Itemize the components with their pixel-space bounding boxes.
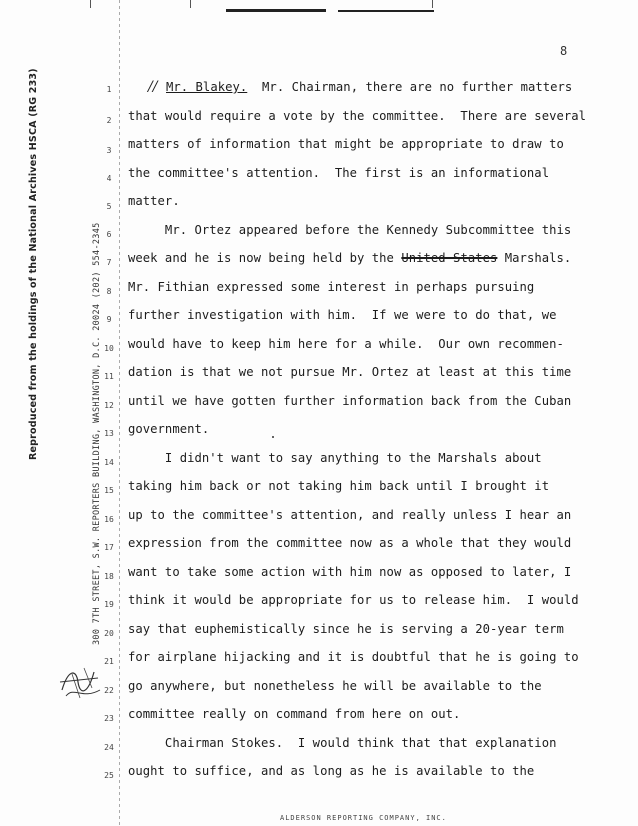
line-text: up to the committee's attention, and really unless I hear an	[128, 507, 572, 522]
line-number: 20	[104, 628, 114, 638]
transcript-line	[128, 764, 534, 778]
line-number: 22	[104, 685, 114, 695]
stray-mark	[272, 436, 274, 438]
line-text: Mr. Chairman, there are no further matters	[247, 80, 573, 94]
transcript-line	[128, 508, 571, 522]
line-text: for airplane hijacking and it is doubtful that he is going to	[128, 650, 579, 664]
transcript-line	[128, 451, 542, 465]
transcript-line	[128, 422, 209, 436]
transcript-line	[128, 194, 180, 208]
margin-check-mark: //	[148, 79, 158, 95]
line-number: 9	[106, 315, 112, 324]
line-text: matters of information that might be appropriate to draw to	[128, 137, 564, 151]
transcript-line	[128, 109, 586, 123]
line-text: that would require a vote by the committee. There are several	[128, 108, 587, 123]
archive-stamp	[28, 68, 39, 460]
line-number: 16	[104, 514, 114, 524]
page-number: 8	[560, 44, 568, 58]
line-text: the committee's attention. The first is an informational	[128, 165, 550, 180]
line-number: 23	[104, 714, 114, 723]
line-number: 5	[106, 202, 112, 211]
line-number: 21	[104, 657, 114, 666]
transcript-line	[128, 622, 564, 636]
line-number: 4	[106, 173, 112, 183]
transcript-line	[128, 365, 571, 379]
speaker-name: Mr. Blakey.	[166, 80, 248, 94]
transcript-line	[128, 280, 534, 294]
line-text: Mr. Fithian expressed some interest in perhaps pursuing	[128, 279, 535, 294]
line-text: committee really on command from here on out.	[128, 707, 461, 721]
line-text: expression from the committee now as a whole that they would	[128, 536, 572, 550]
line-number: 11	[104, 372, 114, 381]
line-number: 25	[104, 771, 114, 780]
line-number: 15	[104, 486, 114, 495]
reporter-address: 300 7TH STREET, S.W. REPORTERS BUILDING, WASHINGTON, D.C. 20024 (202) 554-2345	[92, 222, 102, 645]
line-number: 14	[104, 457, 114, 467]
transcript-line	[128, 166, 549, 180]
line-text: want to take some action with him now as opposed to later, I	[128, 564, 572, 579]
line-text: Mr. Ortez appeared before the Kennedy Subcommittee this	[128, 222, 572, 237]
line-text: I didn't want to say anything to the Marshals about	[128, 450, 542, 465]
line-text: government.	[128, 422, 210, 436]
transcript-line	[128, 251, 571, 265]
line-text: say that euphemistically since he is serving a 20-year term	[128, 621, 564, 636]
header-rule	[226, 9, 326, 12]
line-text: matter.	[128, 194, 180, 208]
line-text: dation is that we not pursue Mr. Ortez at least at this time	[128, 365, 572, 379]
line-number: 12	[104, 400, 114, 410]
line-text-after: Marshals.	[497, 251, 572, 265]
line-text: would have to keep him here for a while. Our own recommen-	[128, 336, 564, 351]
line-number: 17	[104, 543, 114, 552]
line-number: 6	[106, 229, 112, 239]
footer-company: ALDERSON REPORTING COMPANY, INC.	[280, 814, 447, 822]
line-text: ought to suffice, and as long as he is available to the	[128, 764, 535, 778]
transcript-line	[128, 137, 564, 151]
transcript-line	[128, 479, 549, 493]
transcript-line	[128, 736, 556, 750]
transcript-line	[128, 536, 571, 550]
handwritten-initials-icon	[58, 660, 104, 702]
line-text: week and he is now being held by the	[128, 251, 402, 265]
line-number: 8	[106, 286, 112, 296]
transcript-line	[128, 223, 571, 237]
margin-rule	[119, 0, 120, 826]
line-number: 7	[106, 258, 112, 267]
transcript-line	[128, 679, 542, 693]
line-number: 18	[104, 571, 114, 581]
line-number: 24	[104, 742, 114, 752]
line-number: 19	[104, 600, 114, 609]
transcript-line	[128, 394, 571, 408]
top-tick-mark	[90, 0, 91, 8]
line-number: 10	[104, 343, 114, 353]
transcript-line	[128, 565, 571, 579]
line-text: Chairman Stokes. I would think that that explanation	[128, 735, 557, 750]
line-number: 3	[106, 146, 112, 155]
header-rule	[338, 10, 434, 12]
top-tick-mark	[432, 0, 433, 8]
transcript-line	[128, 707, 460, 721]
transcript-line	[166, 80, 572, 94]
transcript-line	[128, 337, 564, 351]
transcript-line	[128, 650, 579, 664]
archive-stamp-text: Reproduced from the holdings of the National Archives HSCA (RG 233)	[28, 68, 39, 460]
line-text: taking him back or not taking him back until I brought it	[128, 479, 550, 493]
transcript-line	[128, 308, 556, 322]
line-text: go anywhere, but nonetheless he will be available to the	[128, 678, 542, 693]
line-text: until we have gotten further information back from the Cuban	[128, 393, 572, 408]
line-number: 1	[106, 85, 112, 94]
line-number: 13	[104, 429, 114, 438]
line-number: 2	[106, 115, 112, 125]
line-text: further investigation with him. If we were to do that, we	[128, 308, 557, 322]
transcript-line	[128, 593, 579, 607]
struck-text: United States	[401, 251, 498, 265]
line-text: think it would be appropriate for us to release him. I would	[128, 593, 579, 607]
top-tick-mark	[190, 0, 191, 8]
